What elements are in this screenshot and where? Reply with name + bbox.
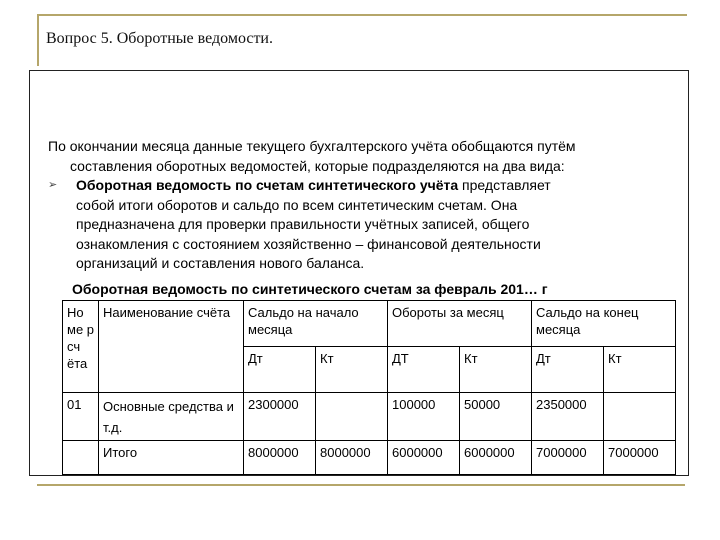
bullet-first-line	[76, 176, 678, 196]
bullet-item	[48, 176, 678, 274]
arrow-bullet-icon: ➢	[48, 179, 58, 191]
header-account-name: Наименование счёта	[99, 301, 244, 393]
header-turnover: Обороты за месяц	[388, 301, 532, 347]
bullet-line: предназначена для проверки правильности учётных записей, общего	[76, 216, 530, 232]
table-title: Оборотная ведомость по синтетического счетам за февраль 201… г	[72, 281, 548, 297]
intro-paragraph	[48, 137, 678, 274]
header-account-no: Но ме р сч ёта	[63, 301, 99, 393]
top-decor-line	[37, 14, 687, 16]
row-account-no: 01	[63, 393, 99, 441]
subheader-cell: ДТ	[388, 347, 460, 393]
slide-title: Вопрос 5. Оборотные ведомости.	[46, 30, 273, 47]
bullet-line: собой итоги оборотов и сальдо по всем синтетическим счетам. Она	[76, 196, 518, 213]
table-cell: 2350000	[532, 393, 604, 441]
table-cell	[604, 393, 676, 441]
bullet-text: представляет	[458, 177, 551, 193]
row-account-no	[63, 441, 99, 475]
table-cell: 100000	[388, 393, 460, 441]
table-cell: 8000000	[316, 441, 388, 475]
bullet-line: ознакомления с состоянием хозяйственно – финансовой деятельности	[76, 235, 541, 252]
row-account-name: Итого	[99, 441, 244, 475]
intro-line: По окончании месяца данные текущего бухгалтерского учёта обобщаются путём	[48, 138, 576, 154]
table-row	[63, 393, 676, 441]
table-cell: 6000000	[388, 441, 460, 475]
table-header-row	[63, 301, 676, 347]
table-cell: 2300000	[244, 393, 316, 441]
table-cell	[316, 393, 388, 441]
table-cell: 7000000	[604, 441, 676, 475]
table-cell: 50000	[460, 393, 532, 441]
subheader-cell: Кт	[316, 347, 388, 393]
turnover-table	[62, 300, 676, 475]
subheader-cell: Кт	[460, 347, 532, 393]
subheader-cell: Кт	[604, 347, 676, 393]
header-closing-balance: Сальдо на конец месяца	[532, 301, 676, 347]
header-opening-balance: Сальдо на начало месяца	[244, 301, 388, 347]
subheader-cell: Дт	[244, 347, 316, 393]
left-decor-line	[37, 14, 39, 66]
intro-line: составления оборотных ведомостей, которые подразделяются на два вида:	[70, 157, 565, 174]
bullet-line: организаций и составления нового баланса.	[76, 255, 365, 271]
table-cell: 6000000	[460, 441, 532, 475]
table-cell: 7000000	[532, 441, 604, 475]
row-account-name: Основные средства и т.д.	[99, 393, 244, 441]
bullet-bold-term: Оборотная ведомость по счетам синтетического учёта	[76, 177, 459, 193]
bottom-decor-line	[37, 484, 685, 486]
table-cell: 8000000	[244, 441, 316, 475]
subheader-cell: Дт	[532, 347, 604, 393]
table-total-row	[63, 441, 676, 475]
